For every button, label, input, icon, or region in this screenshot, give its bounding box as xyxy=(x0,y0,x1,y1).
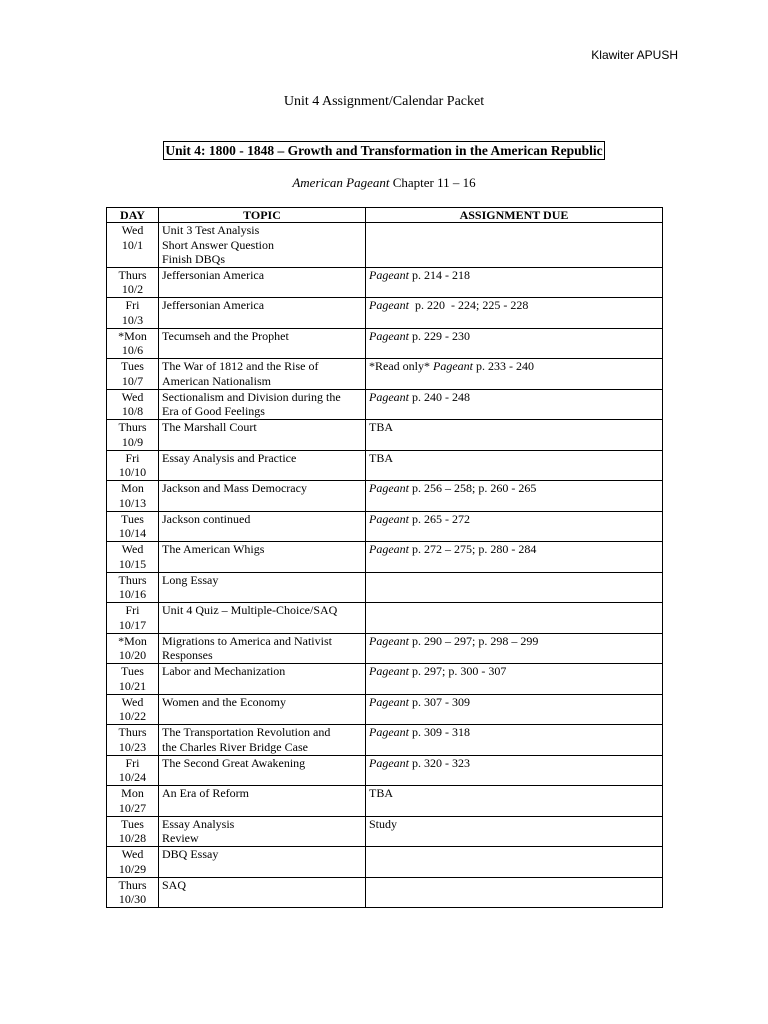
assignment-pages: p. 220 - 224; 225 - 228 xyxy=(409,298,529,312)
table-row xyxy=(107,816,663,847)
assignment-cell xyxy=(366,877,663,908)
day-cell xyxy=(107,511,159,542)
topic-line: Essay Analysis and Practice xyxy=(162,450,297,465)
assignment-cell xyxy=(366,755,663,786)
topic-cell xyxy=(159,572,366,603)
schedule-body xyxy=(107,223,663,908)
topic-line: The War of 1812 and the Rise of xyxy=(162,359,319,373)
day-line: Mon xyxy=(121,786,144,800)
topic-line: Women and the Economy xyxy=(162,694,287,709)
assignment-pages: TBA xyxy=(369,786,393,800)
day-line: Wed xyxy=(121,389,144,404)
day-line: 10/24 xyxy=(118,770,147,784)
topic-cell xyxy=(159,603,366,634)
day-line: Thurs xyxy=(118,877,147,892)
assignment-pages: TBA xyxy=(369,450,393,465)
assignment-book: Pageant xyxy=(369,298,409,312)
assignment-cell xyxy=(366,786,663,817)
day-line: 10/29 xyxy=(118,861,147,876)
topic-line: Labor and Mechanization xyxy=(162,664,286,678)
table-row xyxy=(107,511,663,542)
assignment-cell xyxy=(366,816,663,847)
assignment-cell xyxy=(366,420,663,451)
assignment-cell xyxy=(366,511,663,542)
day-cell xyxy=(107,877,159,908)
header-author: Klawiter APUSH xyxy=(591,48,678,62)
assignment-cell xyxy=(366,847,663,878)
table-row xyxy=(107,450,663,481)
topic-line: Short Answer Question xyxy=(162,237,274,252)
assignment-book: Pageant xyxy=(369,542,409,556)
subtitle-chapters: Chapter 11 – 16 xyxy=(389,175,476,190)
day-line: 10/14 xyxy=(118,526,147,540)
day-line: Fri xyxy=(125,603,140,617)
topic-cell xyxy=(159,786,366,817)
day-cell xyxy=(107,847,159,878)
assignment-book: Pageant xyxy=(369,511,409,526)
table-row xyxy=(107,481,663,512)
assignment-book: Pageant xyxy=(369,725,409,739)
assignment-pages: p. 214 - 218 xyxy=(409,267,470,282)
assignment-prefix: *Read only* xyxy=(369,359,433,373)
assignment-cell xyxy=(366,328,663,359)
topic-line: The American Whigs xyxy=(162,542,265,556)
topic-line: Jackson continued xyxy=(162,511,251,526)
topic-cell xyxy=(159,694,366,725)
table-row xyxy=(107,694,663,725)
assignment-pages: p. 307 - 309 xyxy=(409,694,470,709)
day-line: Thurs xyxy=(118,267,147,282)
topic-cell xyxy=(159,420,366,451)
topic-line: Unit 3 Test Analysis xyxy=(162,223,260,237)
day-line: Tues xyxy=(121,816,144,831)
day-line: Fri xyxy=(125,298,140,312)
day-cell xyxy=(107,755,159,786)
day-line: 10/20 xyxy=(118,648,147,662)
day-line: 10/3 xyxy=(121,312,144,327)
table-row xyxy=(107,725,663,756)
day-line: Tues xyxy=(121,511,144,526)
topic-line: American Nationalism xyxy=(162,373,271,388)
assignment-cell xyxy=(366,298,663,329)
day-line: Thurs xyxy=(118,725,147,739)
assignment-book: Pageant xyxy=(369,664,409,678)
assignment-cell xyxy=(366,267,663,298)
unit-heading: Unit 4: 1800 - 1848 – Growth and Transformation in the American Republic xyxy=(165,143,603,158)
assignment-pages: p. 256 – 258; p. 260 - 265 xyxy=(409,481,537,495)
assignment-cell xyxy=(366,481,663,512)
day-cell xyxy=(107,223,159,268)
topic-line: Jackson and Mass Democracy xyxy=(162,481,307,495)
day-line: Thurs xyxy=(118,420,147,434)
day-cell xyxy=(107,328,159,359)
document-title: Unit 4 Assignment/Calendar Packet xyxy=(283,94,485,109)
day-cell xyxy=(107,450,159,481)
topic-line: Finish DBQs xyxy=(162,252,226,266)
header-assignment: ASSIGNMENT DUE xyxy=(366,208,663,223)
assignment-cell xyxy=(366,359,663,390)
assignment-book: Pageant xyxy=(369,328,409,343)
day-cell xyxy=(107,694,159,725)
table-row xyxy=(107,542,663,573)
day-cell xyxy=(107,603,159,634)
assignment-pages: p. 229 - 230 xyxy=(409,328,470,343)
topic-line: The Second Great Awakening xyxy=(162,755,306,770)
day-cell xyxy=(107,420,159,451)
topic-line: Unit 4 Quiz – Multiple-Choice/SAQ xyxy=(162,603,338,617)
topic-cell xyxy=(159,755,366,786)
day-line: Thurs xyxy=(118,572,147,587)
day-line: 10/7 xyxy=(121,373,144,388)
topic-line: Jeffersonian America xyxy=(162,298,265,312)
subtitle xyxy=(0,175,768,191)
topic-line: Sectionalism and Division during the xyxy=(162,389,341,404)
day-line: Wed xyxy=(121,542,144,556)
day-line: 10/16 xyxy=(118,587,147,601)
topic-cell xyxy=(159,359,366,390)
assignment-pages: p. 309 - 318 xyxy=(409,725,470,739)
day-cell xyxy=(107,816,159,847)
table-row xyxy=(107,359,663,390)
day-line: 10/28 xyxy=(118,831,147,845)
subtitle-book: American Pageant xyxy=(292,175,390,190)
day-line: Tues xyxy=(121,359,144,373)
assignment-pages: p. 297; p. 300 - 307 xyxy=(409,664,507,678)
assignment-pages: p. 233 - 240 xyxy=(473,359,534,373)
assignment-cell xyxy=(366,389,663,420)
assignment-cell xyxy=(366,572,663,603)
topic-cell xyxy=(159,267,366,298)
day-line: *Mon xyxy=(118,328,147,343)
day-line: 10/27 xyxy=(118,800,147,815)
assignment-cell xyxy=(366,603,663,634)
assignment-pages: p. 265 - 272 xyxy=(409,511,470,526)
topic-cell xyxy=(159,877,366,908)
header-day: DAY xyxy=(107,208,159,223)
table-row xyxy=(107,877,663,908)
assignment-cell xyxy=(366,223,663,268)
table-row xyxy=(107,786,663,817)
table-row xyxy=(107,328,663,359)
topic-cell xyxy=(159,298,366,329)
topic-cell xyxy=(159,542,366,573)
day-cell xyxy=(107,633,159,664)
day-line: 10/9 xyxy=(121,434,144,449)
assignment-book: Pageant xyxy=(369,633,409,648)
schedule-table xyxy=(106,207,663,908)
topic-cell xyxy=(159,481,366,512)
topic-line: The Transportation Revolution and xyxy=(162,725,331,739)
topic-cell xyxy=(159,450,366,481)
assignment-pages: TBA xyxy=(369,420,393,434)
topic-line: Migrations to America and Nativist xyxy=(162,633,332,648)
topic-line: SAQ xyxy=(162,877,187,892)
assignment-book: Pageant xyxy=(369,755,409,770)
day-line: Wed xyxy=(121,694,144,709)
day-line: Mon xyxy=(121,481,144,495)
table-row xyxy=(107,389,663,420)
day-line: Fri xyxy=(125,755,140,770)
day-line: 10/22 xyxy=(118,709,147,723)
header-topic: TOPIC xyxy=(159,208,366,223)
topic-line: An Era of Reform xyxy=(162,786,249,800)
assignment-cell xyxy=(366,450,663,481)
assignment-cell xyxy=(366,542,663,573)
topic-cell xyxy=(159,725,366,756)
day-line: 10/13 xyxy=(118,495,147,510)
assignment-pages: p. 240 - 248 xyxy=(409,389,470,404)
topic-cell xyxy=(159,511,366,542)
day-line: 10/30 xyxy=(118,892,147,906)
topic-line: Long Essay xyxy=(162,572,219,587)
assignment-pages: p. 272 – 275; p. 280 - 284 xyxy=(409,542,537,556)
day-cell xyxy=(107,267,159,298)
day-line: Wed xyxy=(121,223,144,237)
assignment-book: Pageant xyxy=(433,359,473,373)
day-cell xyxy=(107,389,159,420)
day-line: 10/10 xyxy=(118,465,147,479)
table-row xyxy=(107,603,663,634)
assignment-book: Pageant xyxy=(369,481,409,495)
topic-cell xyxy=(159,664,366,695)
day-line: 10/15 xyxy=(118,556,147,571)
day-cell xyxy=(107,542,159,573)
table-header-row xyxy=(107,208,663,223)
assignment-cell xyxy=(366,725,663,756)
assignment-book: Pageant xyxy=(369,694,409,709)
topic-cell xyxy=(159,847,366,878)
topic-cell xyxy=(159,633,366,664)
assignment-book: Pageant xyxy=(369,389,409,404)
topic-line: Tecumseh and the Prophet xyxy=(162,328,289,343)
topic-line: Responses xyxy=(162,648,213,662)
assignment-pages: p. 290 – 297; p. 298 – 299 xyxy=(409,633,539,648)
day-line: Wed xyxy=(121,847,144,861)
day-line: Fri xyxy=(125,450,140,465)
table-row xyxy=(107,755,663,786)
topic-line: Review xyxy=(162,831,199,845)
table-row xyxy=(107,420,663,451)
topic-line: Era of Good Feelings xyxy=(162,404,265,418)
day-line: 10/21 xyxy=(118,678,147,693)
assignment-cell xyxy=(366,694,663,725)
day-cell xyxy=(107,298,159,329)
day-cell xyxy=(107,664,159,695)
day-line: 10/8 xyxy=(121,404,144,418)
topic-line: Essay Analysis xyxy=(162,816,235,831)
unit-heading-wrap xyxy=(0,141,768,160)
assignment-pages: p. 320 - 323 xyxy=(409,755,470,770)
table-row xyxy=(107,664,663,695)
day-line: 10/2 xyxy=(121,282,144,296)
day-cell xyxy=(107,481,159,512)
assignment-cell xyxy=(366,664,663,695)
assignment-pages: Study xyxy=(369,816,398,831)
topic-line: DBQ Essay xyxy=(162,847,219,861)
topic-line: Jeffersonian America xyxy=(162,267,265,282)
table-row xyxy=(107,633,663,664)
table-row xyxy=(107,572,663,603)
topic-cell xyxy=(159,389,366,420)
day-line: 10/23 xyxy=(118,739,147,754)
table-row xyxy=(107,298,663,329)
day-line: Tues xyxy=(121,664,144,678)
day-line: 10/17 xyxy=(118,617,147,632)
topic-cell xyxy=(159,328,366,359)
day-line: 10/1 xyxy=(121,237,144,252)
topic-cell xyxy=(159,223,366,268)
topic-line: the Charles River Bridge Case xyxy=(162,739,308,754)
table-row xyxy=(107,847,663,878)
day-cell xyxy=(107,786,159,817)
table-row xyxy=(107,223,663,268)
day-cell xyxy=(107,572,159,603)
day-cell xyxy=(107,725,159,756)
assignment-book: Pageant xyxy=(369,267,409,282)
table-row xyxy=(107,267,663,298)
assignment-cell xyxy=(366,633,663,664)
day-cell xyxy=(107,359,159,390)
day-line: *Mon xyxy=(118,633,147,648)
topic-line: The Marshall Court xyxy=(162,420,257,434)
topic-cell xyxy=(159,816,366,847)
day-line: 10/6 xyxy=(121,343,144,357)
